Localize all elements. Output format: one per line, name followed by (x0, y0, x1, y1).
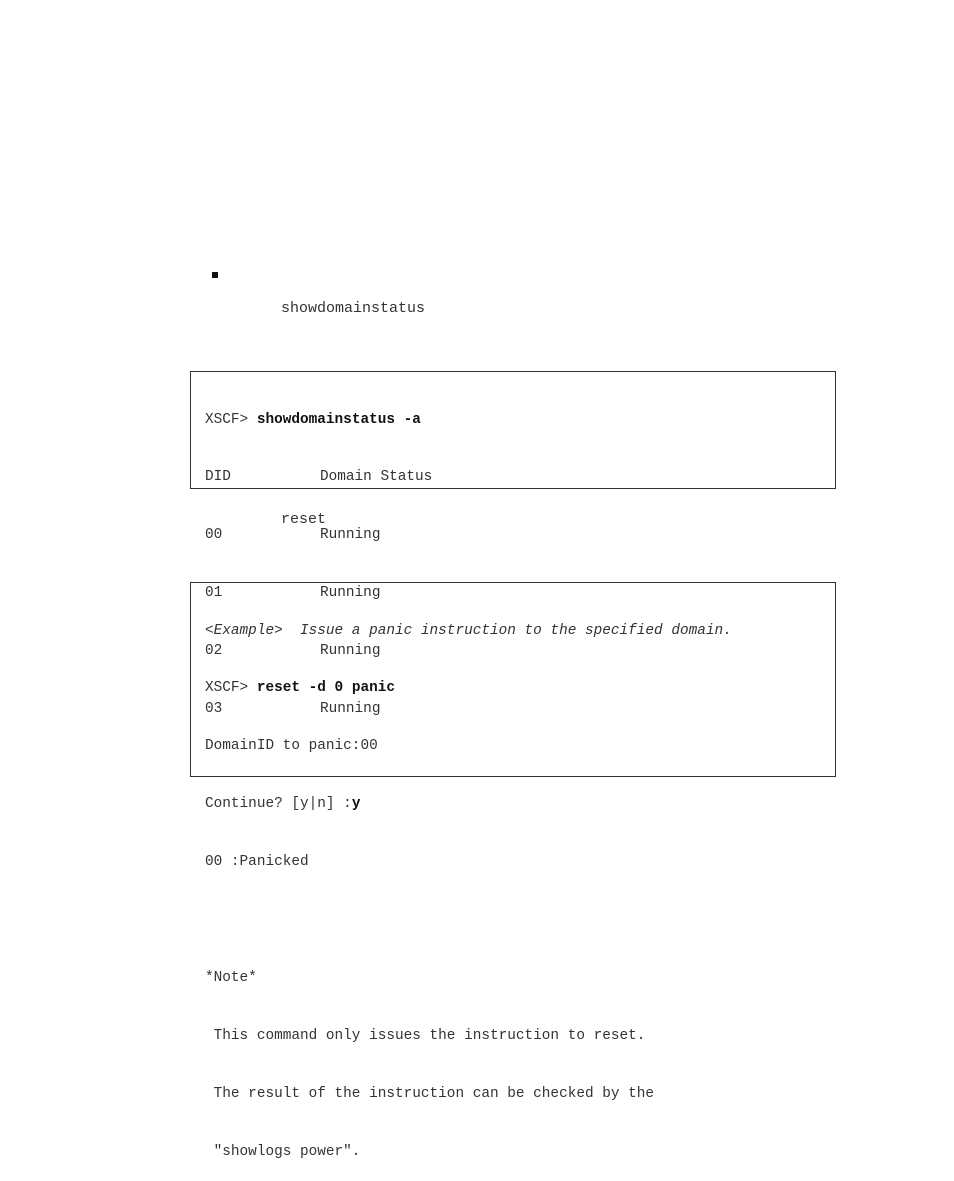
output-line-domain: DomainID to panic:00 (205, 738, 378, 755)
bullet-marker (212, 272, 218, 278)
user-answer: y (351, 796, 361, 813)
command-text: reset -d 0 panic (256, 680, 396, 697)
note-line: "showlogs power". (205, 1143, 361, 1160)
example-comment: <Example> Issue a panic instruction to the specified domain. (205, 622, 732, 639)
note-line: This command only issues the instruction to reset. (205, 1027, 646, 1044)
command-name-reset: reset (281, 511, 327, 528)
row-did: 00 (205, 527, 223, 544)
row-status: Running (320, 527, 381, 544)
prompt-line (205, 411, 835, 430)
prompt-line (205, 679, 835, 698)
row-did: 01 (205, 585, 223, 602)
prompt: XSCF> (205, 680, 257, 697)
output-line-continue (205, 795, 835, 814)
row-did: 03 (205, 701, 223, 718)
command-text: showdomainstatus -a (256, 411, 421, 428)
prompt: XSCF> (205, 411, 257, 428)
command-name-showdomainstatus: showdomainstatus (281, 300, 426, 317)
row-status: Running (320, 643, 381, 660)
code-example-reset (190, 582, 836, 1160)
header-status: Domain Status (320, 469, 433, 486)
table-header (205, 468, 835, 487)
output-line-result: 00 :Panicked (205, 854, 309, 871)
blank-line (205, 911, 835, 930)
header-did: DID (205, 469, 231, 486)
table-row (205, 526, 835, 545)
note-title: *Note* (205, 969, 257, 986)
row-status: Running (320, 585, 381, 602)
row-status: Running (320, 701, 381, 718)
row-did: 02 (205, 643, 223, 660)
note-line: The result of the instruction can be checked by the (205, 1085, 655, 1102)
continue-prompt: Continue? [y|n] : (205, 796, 352, 813)
